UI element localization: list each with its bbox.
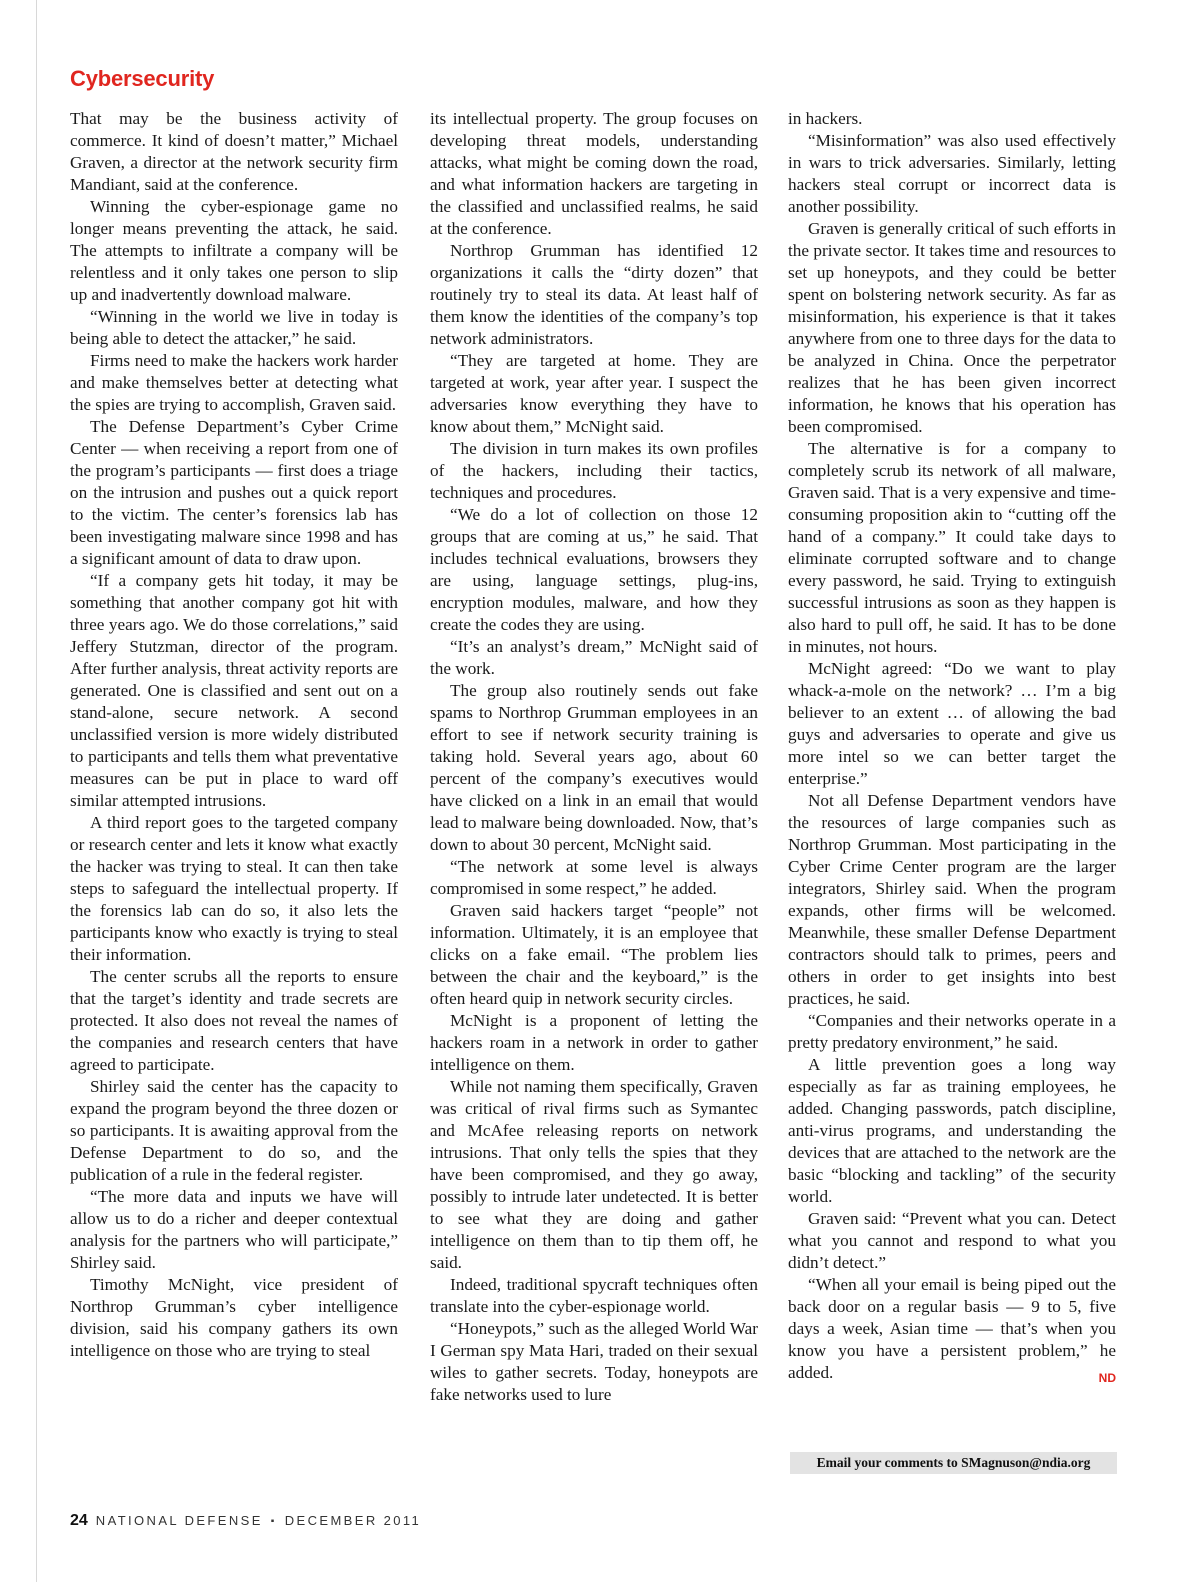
paragraph-text: “The network at some level is always compromised in some respect,” he added.: [430, 857, 758, 898]
paragraph-text: “Misinformation” was also used effectively in wars to trick adversaries. Similarly, letting hackers steal corrupt or incorrect data is another possibility.: [788, 131, 1116, 216]
end-mark: ND: [1098, 1371, 1116, 1385]
page-number: 24: [70, 1512, 88, 1529]
article-paragraph: [70, 1274, 398, 1362]
article-column-2: [430, 108, 758, 1406]
paragraph-text: Graven said hackers target “people” not information. Ultimately, it is an employee that clicks on a fake email. “The problem lies between the chair and the keyboard,” is the often heard quip in network security circles.: [430, 901, 758, 1008]
paragraph-text: Timothy McNight, vice president of Northrop Grumman’s cyber intelligence division, said his company gathers its own intelligence on those who are trying to steal: [70, 1275, 398, 1360]
article-paragraph: [788, 1274, 1116, 1384]
article-paragraph: [430, 680, 758, 856]
email-prefix: Email your comments to: [816, 1455, 962, 1470]
article-paragraph: [430, 900, 758, 1010]
paragraph-text: The division in turn makes its own profiles of the hackers, including their tactics, techniques and procedures.: [430, 439, 758, 502]
email-comments-box: [790, 1452, 1117, 1474]
paragraph-text: McNight is a proponent of letting the hackers roam in a network in order to gather intelligence on them.: [430, 1011, 758, 1074]
page-footer: [70, 1512, 421, 1530]
paragraph-text: “When all your email is being piped out the back door on a regular basis — 9 to 5, five days a week, Asian time — that’s when you know you have a persistent problem,” he added.: [788, 1275, 1116, 1382]
paragraph-text: “If a company gets hit today, it may be something that another company got hit with three years ago. We do those correlations,” said Jeffery Stutzman, director of the program. After further analysis, threat activity reports are generated. One is classified and sent out on a stand-alone, secure network. A second unclassified version is more widely distributed to participants and tells them what preventative measures can be put in place to ward off similar attempted intrusions.: [70, 571, 398, 810]
paragraph-text: Graven is generally critical of such efforts in the private sector. It takes time and resources to set up honeypots, and they could be better spent on bolstering network security. As far as misinformation, his experience is that it takes anywhere from one to three days for the data to be analyzed in China. Once the perpetrator realizes that he has been given incorrect information, he knows that his operation has been compromised.: [788, 219, 1116, 436]
article-paragraph: [430, 1076, 758, 1274]
paragraph-text: That may be the business activity of commerce. It kind of doesn’t matter,” Michael Graven, a director at the network security firm Mandiant, said at the conference.: [70, 109, 398, 194]
paragraph-text: Not all Defense Department vendors have the resources of large companies such as Northrop Grumman. Most participating in the Cyber Crime Center program are the larger integrators, Shirley said. When the program expands, other firms will be welcomed. Meanwhile, these smaller Defense Department contractors should talk to primes, peers and others in order to get insights into best practices, he said.: [788, 791, 1116, 1008]
article-paragraph: [430, 108, 758, 240]
paragraph-text: A little prevention goes a long way especially as far as training employees, he added. Changing passwords, patch discipline, anti-virus programs, and understanding the devices that are attached to the network are the basic “blocking and tackling” of the security world.: [788, 1055, 1116, 1206]
article-paragraph: [430, 350, 758, 438]
paragraph-text: “They are targeted at home. They are targeted at work, year after year. I suspect the adversaries know everything they have to know about them,” McNight said.: [430, 351, 758, 436]
section-label: Cybersecurity: [70, 66, 215, 91]
article-paragraph: [788, 218, 1116, 438]
paragraph-text: Graven said: “Prevent what you can. Detect what you cannot and respond to what you didn’t detect.”: [788, 1209, 1116, 1272]
publication-name: NATIONAL DEFENSE: [95, 1513, 263, 1528]
article-paragraph: [430, 1010, 758, 1076]
paragraph-text: Firms need to make the hackers work harder and make themselves better at detecting what the spies are trying to accomplish, Graven said.: [70, 351, 398, 414]
paragraph-text: The Defense Department’s Cyber Crime Center — when receiving a report from one of the program’s participants — first does a triage on the intrusion and pushes out a quick report to the victim. The center’s forensics lab has been investigating malware since 1998 and has a significant amount of data to draw upon.: [70, 417, 398, 568]
article-paragraph: [70, 1076, 398, 1186]
paragraph-text: “The more data and inputs we have will allow us to do a richer and deeper contextual analysis for the partners who will participate,” Shirley said.: [70, 1187, 398, 1272]
issue-date: DECEMBER 2011: [284, 1513, 422, 1528]
paragraph-text: “We do a lot of collection on those 12 groups that are coming at us,” he said. That includes technical evaluations, browsers they are using, language settings, plug-ins, encryption modules, malware, and how they create the codes they are using.: [430, 505, 758, 634]
paragraph-text: Shirley said the center has the capacity to expand the program beyond the three dozen or so participants. It is awaiting approval from the Defense Department to do so, and the publication of a rule in the federal register.: [70, 1077, 398, 1184]
paragraph-text: The group also routinely sends out fake spams to Northrop Grumman employees in an effort to see if network security training is taking hold. Several years ago, about 60 percent of the company’s executives would have clicked on a link in an email that would lead to malware being downloaded. Now, that’s down to about 30 percent, McNight said.: [430, 681, 758, 854]
article-paragraph: [70, 416, 398, 570]
article-paragraph: [70, 1186, 398, 1274]
paragraph-text: The center scrubs all the reports to ensure that the target’s identity and trade secrets are protected. It also does not reveal the names of the companies and research centers that have agreed to participate.: [70, 967, 398, 1074]
article-paragraph: [788, 130, 1116, 218]
article-paragraph: [788, 1054, 1116, 1208]
article-paragraph: [70, 108, 398, 196]
email-address-link[interactable]: SMagnuson@ndia.org: [961, 1455, 1091, 1470]
article-paragraph: [70, 196, 398, 306]
article-paragraph: [788, 1010, 1116, 1054]
article-column-3: [788, 108, 1116, 1389]
article-paragraph: [430, 438, 758, 504]
article-paragraph: [430, 856, 758, 900]
article-paragraph: [70, 966, 398, 1076]
footer-separator: ▪: [270, 1516, 277, 1527]
paragraph-text: A third report goes to the targeted company or research center and lets it know what exactly the hacker was trying to steal. It can then take steps to safeguard the intellectual property. If the forensics lab can do so, it also lets the participants know who exactly is trying to steal their information.: [70, 813, 398, 964]
article-column-1: [70, 108, 398, 1362]
paragraph-text: While not naming them specifically, Graven was critical of rival firms such as Symantec and McAfee releasing reports on network intrusions. That only tells the spies that they have been compromised, and they go away, possibly to intrude later undetected. It is better to see what they are doing and gather intelligence on them than to tip them off, he said.: [430, 1077, 758, 1272]
paragraph-text: “Honeypots,” such as the alleged World War I German spy Mata Hari, traded on their sexual wiles to gather secrets. Today, honeypots are fake networks used to lure: [430, 1319, 758, 1404]
article-paragraph: [430, 240, 758, 350]
article-paragraph: [788, 658, 1116, 790]
article-paragraph: [430, 1318, 758, 1406]
paragraph-text: Indeed, traditional spycraft techniques often translate into the cyber-espionage world.: [430, 1275, 758, 1316]
paragraph-text: “Companies and their networks operate in a pretty predatory environment,” he said.: [788, 1011, 1116, 1052]
article-paragraph: [70, 306, 398, 350]
article-paragraph: [70, 350, 398, 416]
article-paragraph: [70, 570, 398, 812]
paragraph-text: in hackers.: [788, 109, 863, 128]
article-paragraph: [788, 790, 1116, 1010]
article-paragraph: [70, 812, 398, 966]
paragraph-text: its intellectual property. The group focuses on developing threat models, understanding attacks, what might be coming down the road, and what information hackers are targeting in the classified and unclassified realms, he said at the conference.: [430, 109, 758, 238]
paragraph-text: “It’s an analyst’s dream,” McNight said of the work.: [430, 637, 758, 678]
article-paragraph: [430, 636, 758, 680]
paragraph-text: The alternative is for a company to completely scrub its network of all malware, Graven said. That is a very expensive and time-consuming proposition akin to “cutting off the hand of a company.” It could take days to eliminate corrupted software and to change every password, he said. Trying to extinguish successful intrusions as soon as they happen is also hard to pull off, he said. It has to be done in minutes, not hours.: [788, 439, 1116, 656]
margin-rule: [36, 0, 37, 1582]
article-paragraph: [788, 108, 1116, 130]
paragraph-text: Northrop Grumman has identified 12 organizations it calls the “dirty dozen” that routinely try to steal its data. At least half of them know the identities of the company’s top network administrators.: [430, 241, 758, 348]
paragraph-text: McNight agreed: “Do we want to play whack-a-mole on the network? … I’m a big believer to an extent … of allowing the bad guys and adversaries to operate and give us more intel so we can better target the enterprise.”: [788, 659, 1116, 788]
article-paragraph: [788, 1208, 1116, 1274]
article-paragraph: [788, 438, 1116, 658]
article-paragraph: [430, 504, 758, 636]
paragraph-text: Winning the cyber-espionage game no longer means preventing the attack, he said. The attempts to infiltrate a company will be relentless and it only takes one person to slip up and inadvertently download malware.: [70, 197, 398, 304]
article-paragraph: [430, 1274, 758, 1318]
paragraph-text: “Winning in the world we live in today is being able to detect the attacker,” he said.: [70, 307, 398, 348]
